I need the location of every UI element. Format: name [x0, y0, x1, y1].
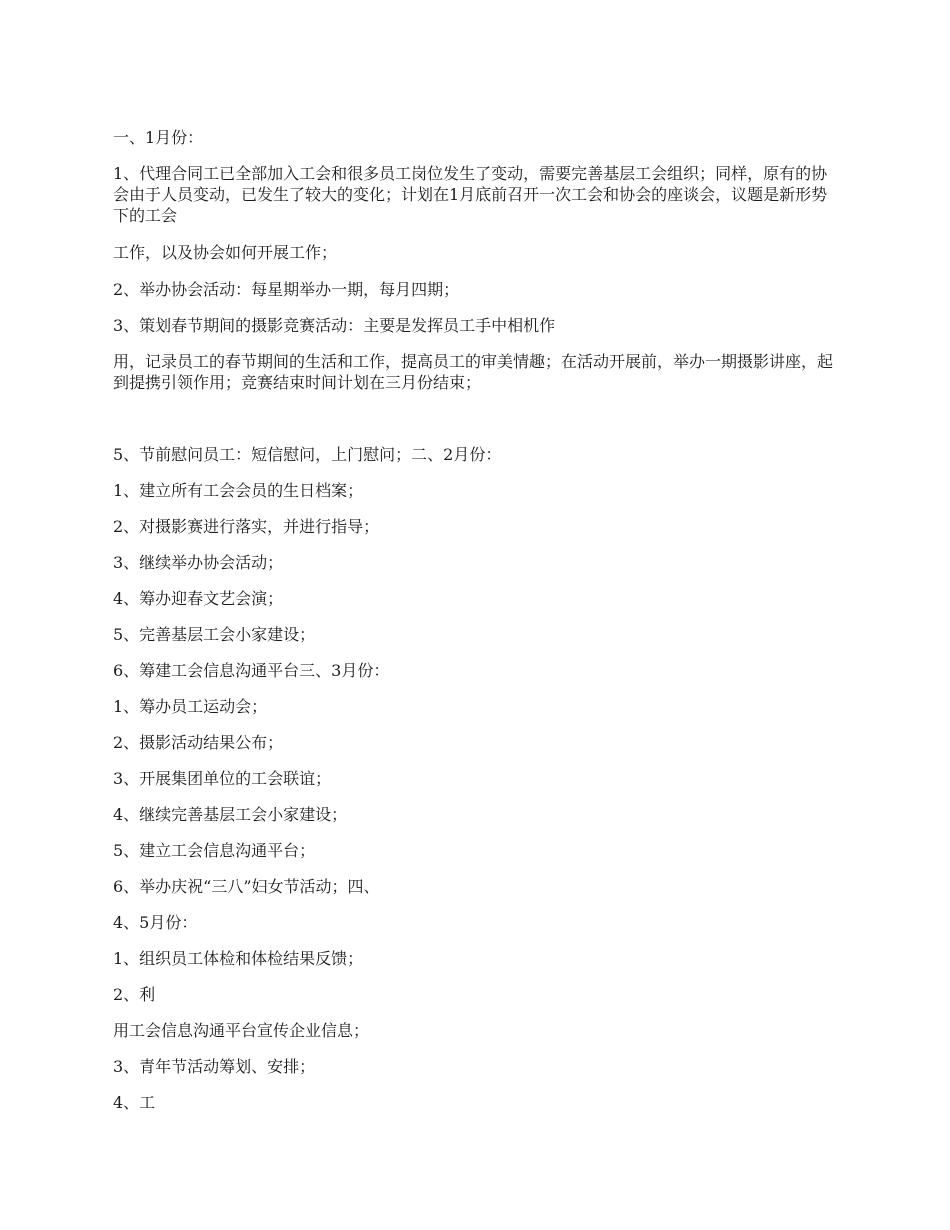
paragraph: 用工会信息沟通平台宣传企业信息； [113, 1021, 370, 1040]
paragraph: 5、完善基层工会小家建设； [113, 625, 316, 644]
paragraph: 4、5月份： [113, 913, 198, 932]
paragraph: 工作，以及协会如何开展工作； [113, 243, 338, 262]
paragraph: 1、组织员工体检和体检结果反馈； [113, 949, 364, 968]
paragraph: 2、举办协会活动：每星期举办一期，每月四期； [113, 280, 460, 299]
paragraph: 3、开展集团单位的工会联谊； [113, 769, 332, 788]
paragraph: 5、建立工会信息沟通平台； [113, 841, 316, 860]
paragraph: 4、继续完善基层工会小家建设； [113, 805, 348, 824]
paragraph: 6、举办庆祝“三八”妇女节活动；四、 [113, 877, 380, 896]
paragraph: 3、青年节活动筹划、安排； [113, 1057, 316, 1076]
paragraph: 用，记录员工的春节期间的生活和工作，提高员工的审美情趣；在活动开展前，举办一期摄影讲座，起到提携引领作用；竞赛结束时间计划在三月份结束； [113, 352, 834, 392]
paragraph: 6、筹建工会信息沟通平台三、3月份： [113, 661, 390, 680]
paragraph: 3、策划春节期间的摄影竞赛活动：主要是发挥员工手中相机作 [113, 316, 556, 335]
paragraph: 3、继续举办协会活动； [113, 553, 284, 572]
paragraph: 2、摄影活动结果公布； [113, 733, 284, 752]
paragraph: 1、筹办员工运动会； [113, 697, 268, 716]
paragraph: 4、筹办迎春文艺会演； [113, 589, 284, 608]
paragraph: 2、利 [113, 985, 156, 1004]
paragraph: 2、对摄影赛进行落实，并进行指导； [113, 517, 380, 536]
paragraph: 5、节前慰问员工：短信慰问，上门慰问；二、2月份： [113, 445, 502, 464]
section-heading-january: 一、1月份： [113, 128, 204, 147]
paragraph: 4、工 [113, 1093, 156, 1112]
paragraph: 1、代理合同工已全部加入工会和很多员工岗位发生了变动，需要完善基层工会组织；同样，原有的协会由于人员变动，已发生了较大的变化；计划在1月底前召开一次工会和协会的座谈会，议题是新形势下的工会 [113, 164, 828, 225]
paragraph: 1、建立所有工会会员的生日档案； [113, 481, 364, 500]
